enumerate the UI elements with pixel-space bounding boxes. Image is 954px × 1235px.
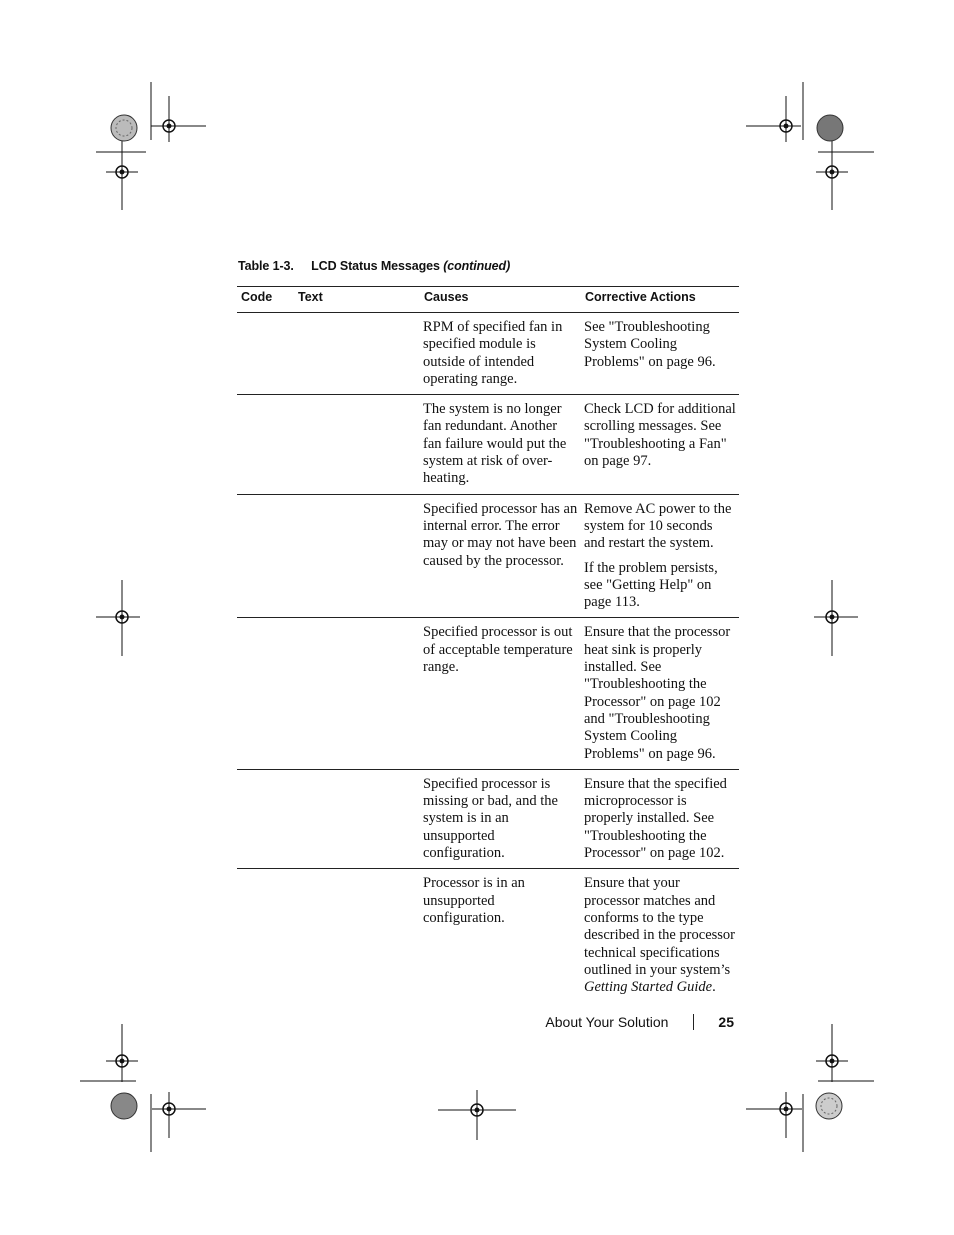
cell-code: [237, 494, 294, 618]
registration-mark-top-left: [96, 82, 208, 210]
cell-actions: [581, 869, 739, 1003]
registration-mark-left-middle: [96, 580, 156, 656]
cell-text: [294, 869, 420, 1003]
cell-causes: Specified processor is out of acceptable temperature range.: [420, 618, 581, 769]
cell-code: [237, 769, 294, 868]
registration-mark-top-right: [746, 82, 876, 210]
cell-causes: The system is no longer fan redundant. Another fan failure would put the system at risk of over-heating.: [420, 395, 581, 494]
cell-causes: Specified processor is missing or bad, and the system is in an unsupported configuration.: [420, 769, 581, 868]
action-paragraph: Remove AC power to the system for 10 seconds and restart the system.: [584, 500, 732, 552]
registration-mark-bottom-left: [80, 1024, 210, 1152]
table-caption-continued: (continued): [443, 259, 511, 273]
cell-text: [294, 494, 420, 618]
lcd-status-table: [237, 286, 739, 1002]
table-header-row: [237, 287, 739, 313]
cell-actions: [581, 618, 739, 769]
cell-causes: RPM of specified fan in specified module is outside of intended operating range.: [420, 313, 581, 395]
action-paragraph: [584, 875, 737, 996]
cell-text: [294, 313, 420, 395]
cell-actions: [581, 313, 739, 395]
registration-mark-right-middle: [812, 580, 872, 656]
cell-actions: [581, 494, 739, 618]
action-text: Ensure that your processor matches and conforms to the type described in the processor technical specifications outlined in your system’s: [584, 875, 735, 978]
header-code: Code: [237, 287, 294, 313]
action-paragraph: Check LCD for additional scrolling messages. See "Troubleshooting a Fan" on page 97.: [584, 401, 736, 470]
table-row: [237, 618, 739, 769]
action-paragraph: If the problem persists, see "Getting Help" on page 113.: [584, 559, 718, 611]
cell-code: [237, 313, 294, 395]
table-row: [237, 769, 739, 868]
table-caption-number: Table 1-3.: [238, 259, 294, 273]
cell-text: [294, 395, 420, 494]
cell-causes: Specified processor has an internal error. The error may or may not have been caused by the processor.: [420, 494, 581, 618]
cell-code: [237, 618, 294, 769]
cell-text: [294, 618, 420, 769]
action-paragraph: See "Troubleshooting System Cooling Problems" on page 96.: [584, 319, 716, 370]
header-text: Text: [294, 287, 420, 313]
page-footer: [545, 1014, 734, 1030]
table-row: [237, 395, 739, 494]
cell-text: [294, 769, 420, 868]
page-number: 25: [718, 1014, 734, 1030]
table-row: [237, 494, 739, 618]
guide-title: Getting Started Guide: [584, 979, 713, 996]
action-paragraph: Ensure that the specified microprocessor is properly installed. See "Troubleshooting the Processor" on page 102.: [584, 775, 727, 862]
header-corrective-actions: Corrective Actions: [581, 287, 739, 313]
table-caption: [238, 259, 510, 273]
action-paragraph: Ensure that the processor heat sink is properly installed. See "Troubleshooting the Processor" on page 102 and "Troubleshooting System Cooling Problems" on page 96.: [584, 624, 731, 762]
header-causes: Causes: [420, 287, 581, 313]
footer-separator: [693, 1014, 694, 1030]
table-row: [237, 869, 739, 1003]
cell-actions: [581, 769, 739, 868]
cell-causes: Processor is in an unsupported configuration.: [423, 875, 525, 926]
registration-mark-bottom-right: [746, 1024, 876, 1152]
cell-code: [237, 869, 294, 1003]
footer-section-title: About Your Solution: [545, 1014, 669, 1030]
cell-actions: [581, 395, 739, 494]
table-row: [237, 313, 739, 395]
cell-code: [237, 395, 294, 494]
registration-mark-bottom-center: [438, 1090, 516, 1140]
table-caption-title: LCD Status Messages: [311, 259, 440, 273]
action-text-end: .: [712, 979, 716, 996]
